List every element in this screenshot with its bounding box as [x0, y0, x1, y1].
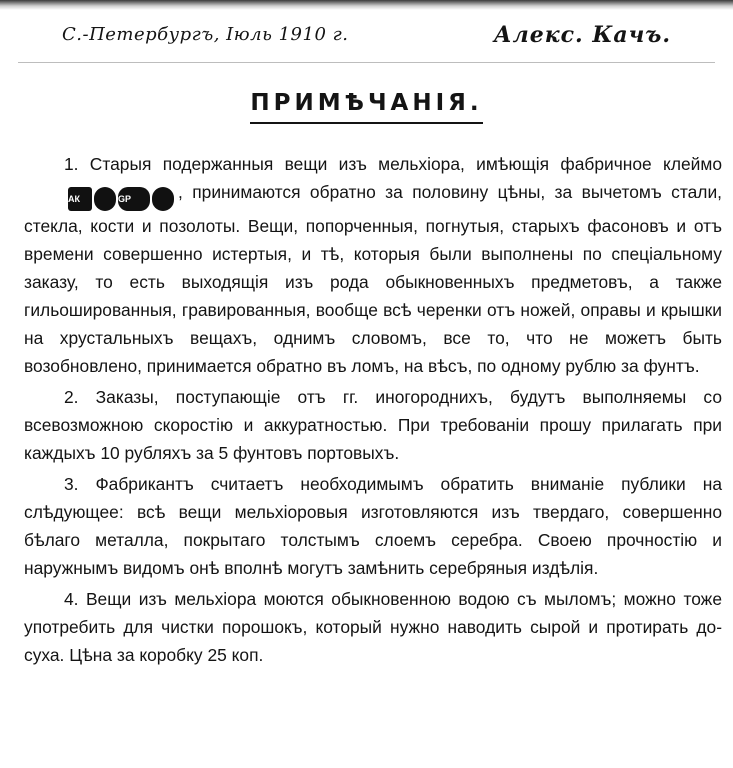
hallmark-eagle-icon — [94, 187, 116, 211]
scan-top-edge — [0, 0, 733, 10]
firm-name: Алекс. Качъ. — [493, 22, 671, 48]
title-block — [0, 90, 733, 124]
note-3: 3. Фабрикантъ считаетъ необходимымъ обратить вниманіе публики на слѣдующее: всѣ вещи мельхіоровыя изготовляются изъ твердаго, совершенно бѣлаго металла, покрытаго толстымъ слоемъ серебра. Своею прочностію и наружнымъ видомъ онѣ вполнѣ могутъ замѣнить серебряныя издѣлія. — [24, 474, 722, 578]
note-1-text-start: 1. Старыя подержанныя вещи изъ мельхіора, имѣющія фабричное клеймо — [64, 154, 722, 174]
note-2: 2. Заказы, поступающіе отъ гг. иногороднихъ, будутъ выполняемы со всевозможною скоростію и аккуратностью. При требованіи прошу прилагать при каждыхъ 10 рубляхъ за 5 фунтовъ портовыхъ. — [24, 387, 722, 463]
hallmark-ak: АК — [68, 187, 92, 211]
notes-section — [24, 150, 722, 672]
note-1-text-end: , принимаются обратно за половину цѣны, за вычетомъ стали, стекла, кости и позолоты. Вещи, попорченныя, погнутыя, старыхъ фасоновъ и отъ времени совершенно истертыя, и тѣ, которыя были выполнены по спеціальному заказу, то есть выходящія изъ рода обыкновенныхъ предметовъ, а также гильошированныя, гравированныя, вообще всѣ черенки отъ ножей, оправы и крышки на хрустальныхъ вещахъ, однимъ словомъ, все то, что не можетъ быть возобновлено, принимается обратно въ ломъ, на вѣсъ, по одному рублю за фунтъ. — [24, 182, 722, 376]
hallmark-crest-icon — [152, 187, 174, 211]
note-4: 4. Вещи изъ мельхіора моются обыкновенною водою съ мыломъ; можно тоже употребить для чистки порошокъ, который нужно наводить сырой и протирать до-суха. Цѣна за коробку 25 коп. — [24, 589, 722, 665]
note-1 — [24, 150, 722, 380]
place-date: С.-Петербургъ, Іюль 1910 г. — [62, 24, 349, 45]
page-header — [0, 22, 733, 54]
header-divider — [18, 62, 715, 63]
hallmark-gp: GP — [118, 187, 150, 211]
hallmarks — [28, 184, 174, 212]
page-title: ПРИМѢЧАНІЯ. — [250, 90, 482, 124]
